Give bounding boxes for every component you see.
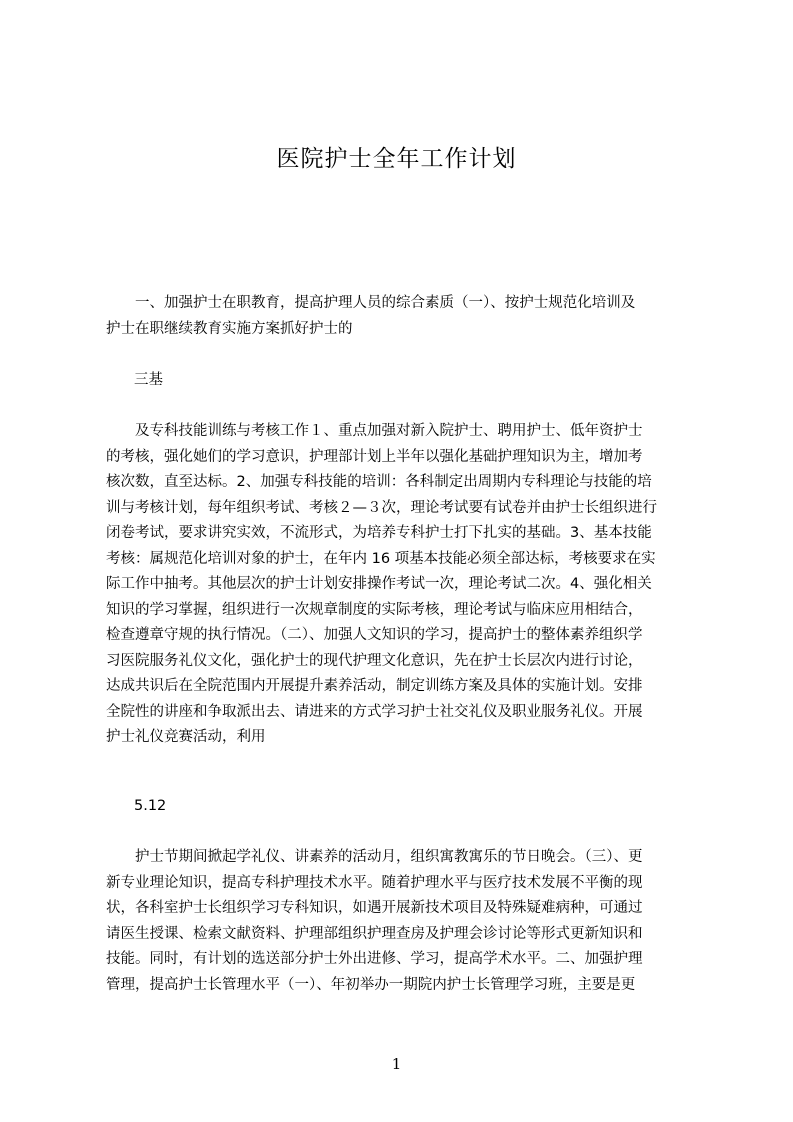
text-line: 核次数，直至达标。2、加强专科技能的培训：各科制定出周期内专科理论与技能的培 (106, 474, 652, 490)
text-line: 的考核，强化她们的学习意识，护理部计划上半年以强化基础护理知识为主，增加考 (106, 448, 643, 465)
paragraph-1 (106, 291, 696, 342)
text-line: 际工作中抽考。其他层次的护士计划安排操作考试一次，理论考试二次。4、强化相关 (106, 576, 652, 592)
document-title: 医院护士全年工作计划 (276, 146, 517, 172)
text-line: 习医院服务礼仪文化，强化护士的现代护理文化意识，先在护士长层次内进行讨论， (106, 652, 643, 669)
text-line: 请医生授课、检索文献资料、护理部组织护理查房及护理会诊讨论等形式更新知识和 (106, 925, 643, 942)
text-line: 全院性的讲座和争取派出去、请进来的方式学习护士社交礼仪及职业服务礼仪。开展 (106, 703, 643, 720)
text-line: 及专科技能训练与考核工作１、重点加强对新入院护士、聘用护士、低年资护士 (106, 423, 643, 439)
text-line: 护士节期间掀起学礼仪、讲素养的活动月，组织寓教寓乐的节日晚会。（三）、更 (106, 849, 643, 865)
text-line: 知识的学习掌握，组织进行一次规章制度的实际考核，理论考试与临床应用相结合， (106, 601, 643, 618)
text-line: 新专业理论知识，提高专科护理技术水平。随着护理水平与医疗技术发展不平衡的现 (106, 874, 643, 891)
text-line: 检查遵章守规的执行情况。（二）、加强人文知识的学习，提高护士的整体素养组织学 (106, 627, 643, 643)
paragraph-3 (106, 419, 696, 751)
text-line: 考核：属规范化培训对象的护士，在年内 16 项基本技能必须全部达标，考核要求在实 (106, 550, 656, 567)
paragraph-5 (106, 845, 696, 998)
text-line: 训与考核计划，每年组织考试、考核２—３次，理论考试要有试卷并由护士长组织进行 (106, 499, 657, 516)
paragraph-4 (134, 794, 724, 820)
text-line: 技能。同时，有计划的选送部分护士外出进修、学习，提高学术水平。二、加强护理 (106, 951, 643, 967)
text-line: 达成共识后在全院范围内开展提升素养活动，制定训练方案及具体的实施计划。安排 (106, 678, 643, 694)
page-number: 1 (391, 1055, 402, 1073)
text-line: 5.12 (134, 798, 167, 814)
text-line: 护士在职继续教育实施方案抓好护士的 (106, 320, 353, 337)
text-line: 护士礼仪竞赛活动，利用 (106, 729, 266, 745)
paragraph-2 (134, 368, 724, 394)
text-line: 三基 (134, 372, 163, 388)
text-line: 一、加强护士在职教育，提高护理人员的综合素质（一）、按护士规范化培训及 (106, 295, 636, 311)
text-line: 状，各科室护士长组织学习专科知识，如遇开展新技术项目及特殊疑难病种，可通过 (106, 900, 643, 916)
text-line: 管理，提高护士长管理水平（一）、年初举办一期院内护士长管理学习班，主要是更 (106, 976, 636, 993)
text-line: 闭卷考试，要求讲究实效，不流形式，为培养专科护士打下扎实的基础。3、基本技能 (106, 525, 652, 541)
